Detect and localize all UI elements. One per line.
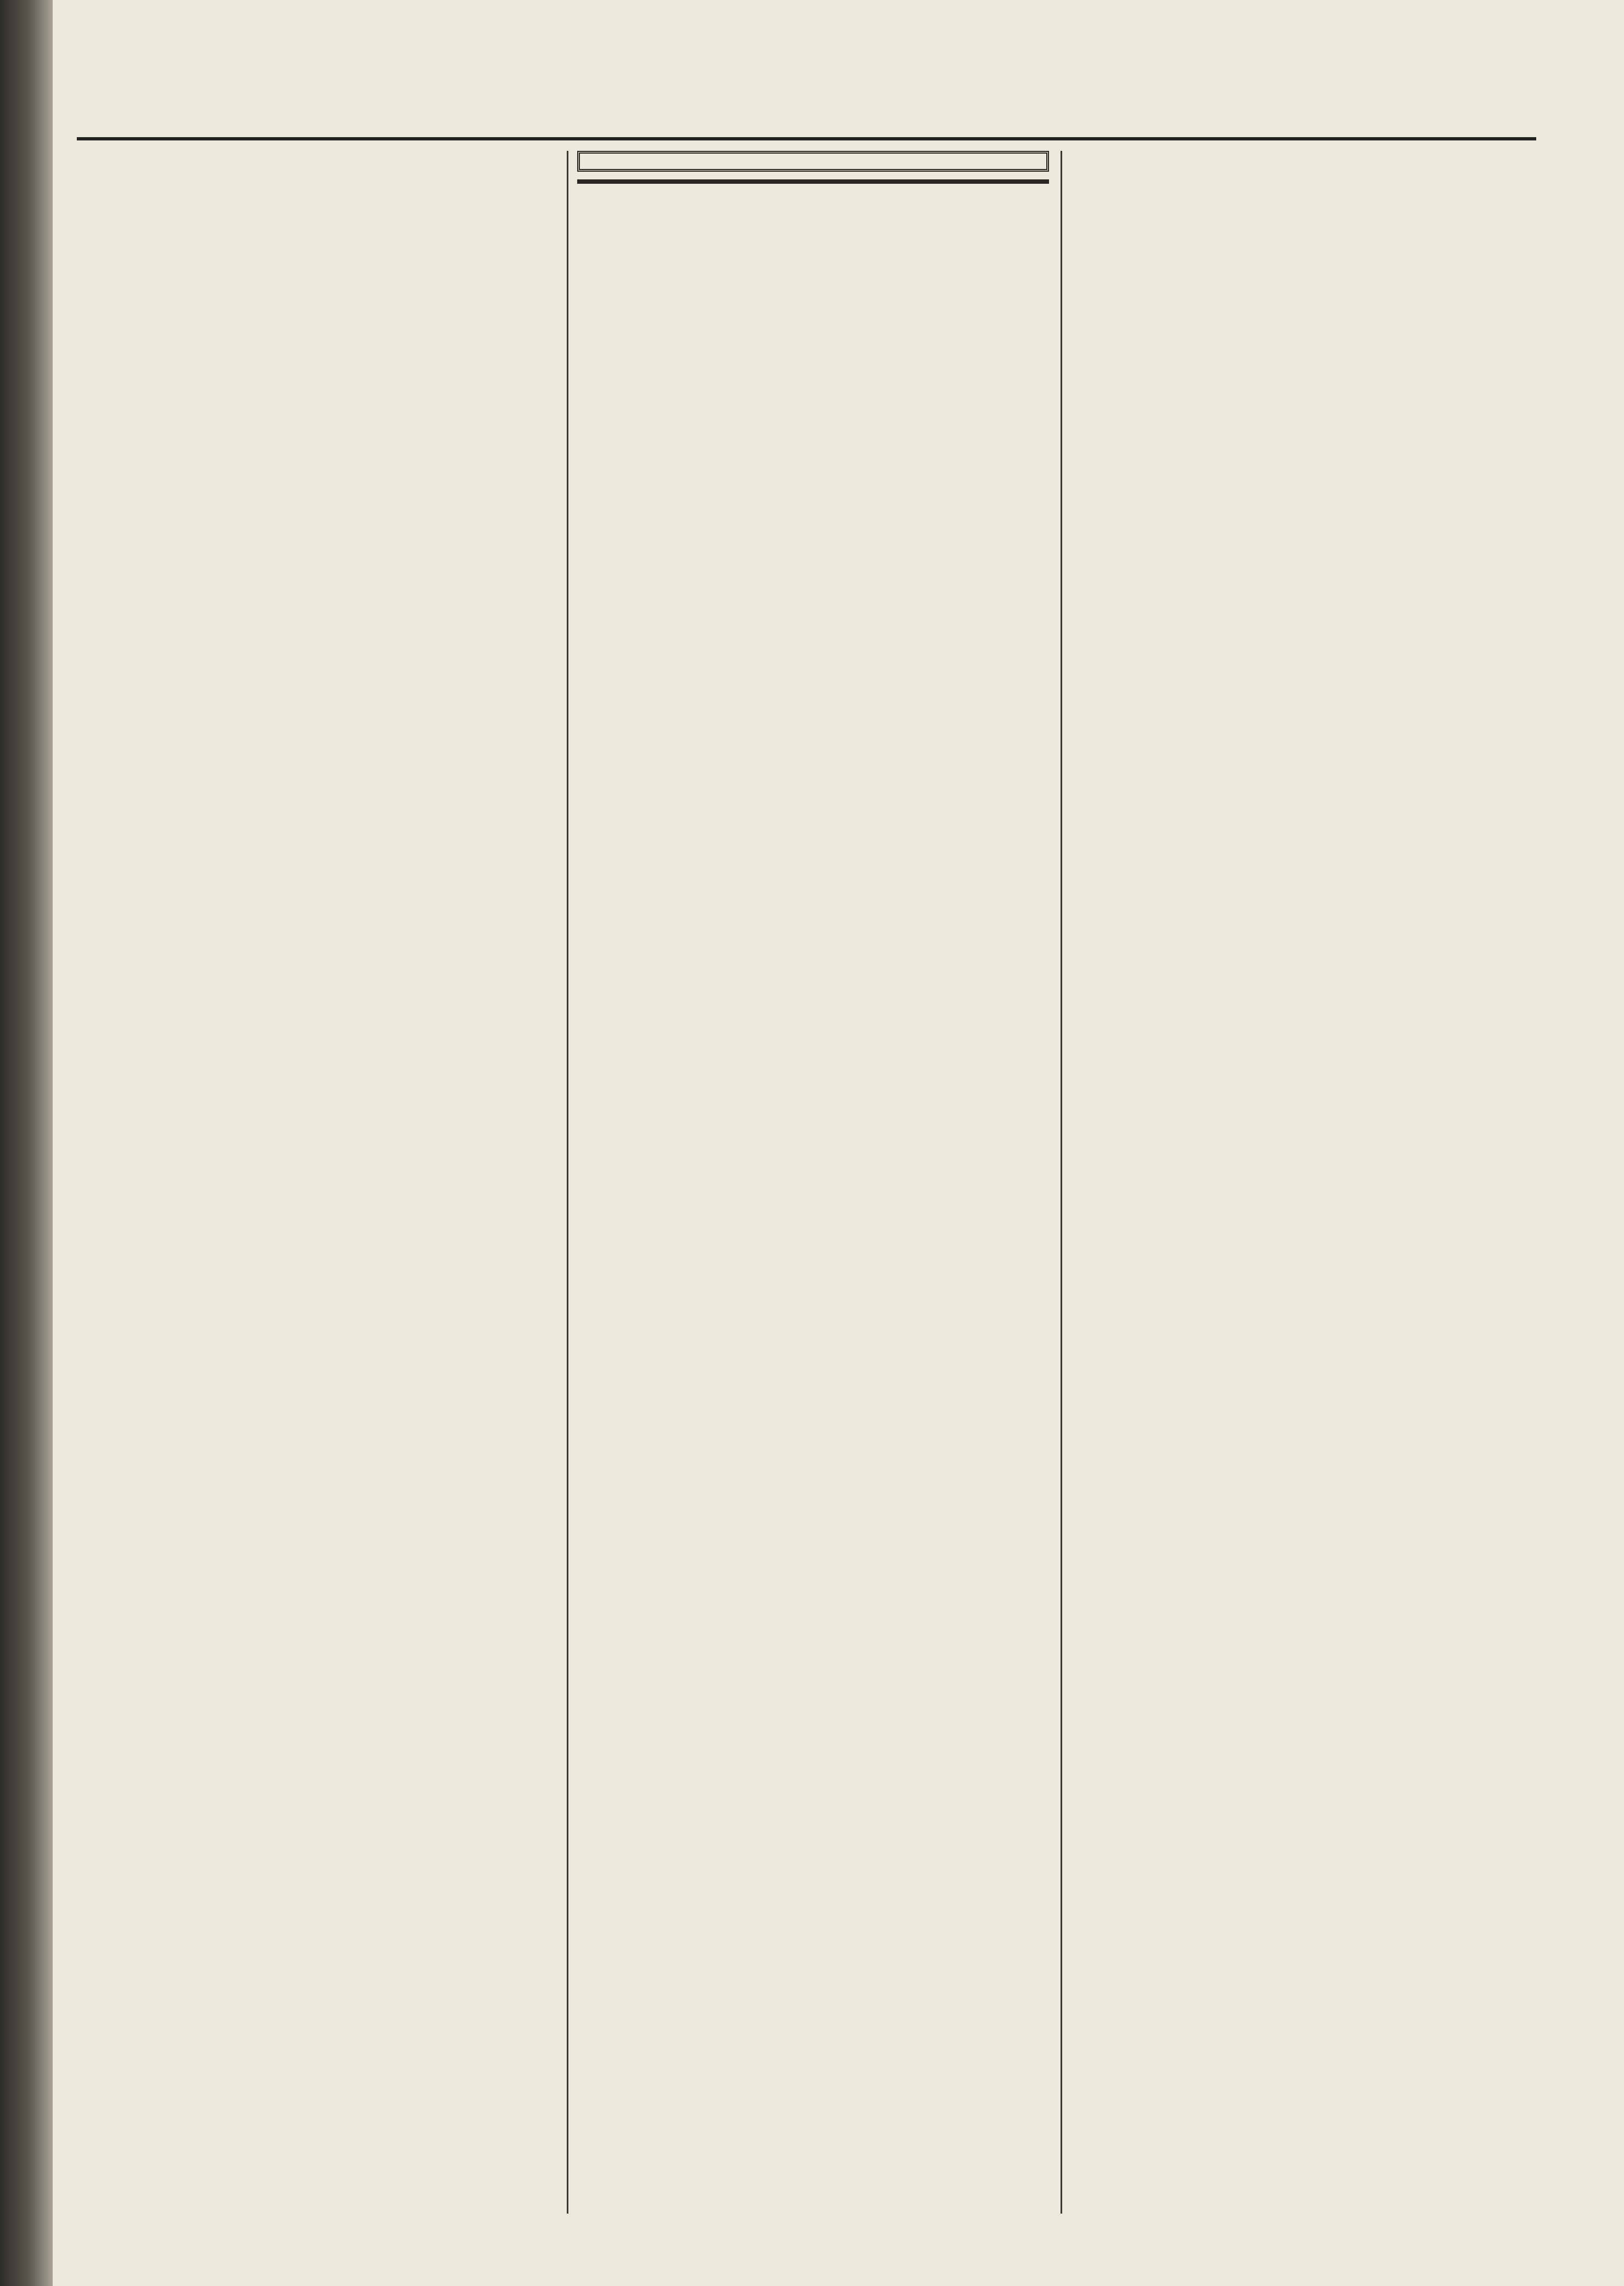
table-header: [710, 181, 779, 182]
column-rule-2: [1061, 151, 1062, 2214]
column-rule-1: [567, 151, 568, 2214]
page-header: [77, 99, 1536, 140]
center-column: [577, 151, 1049, 2236]
quotation-table: [577, 179, 1049, 184]
table-header: [779, 181, 848, 182]
left-column: [112, 151, 557, 2236]
table-header: [916, 181, 985, 182]
table-header: [848, 181, 917, 182]
book-binding: [0, 0, 53, 2286]
bank-advertisement: [577, 151, 1049, 172]
table-header: [641, 181, 710, 182]
table-header: [579, 181, 641, 182]
table-header: [985, 181, 1047, 182]
